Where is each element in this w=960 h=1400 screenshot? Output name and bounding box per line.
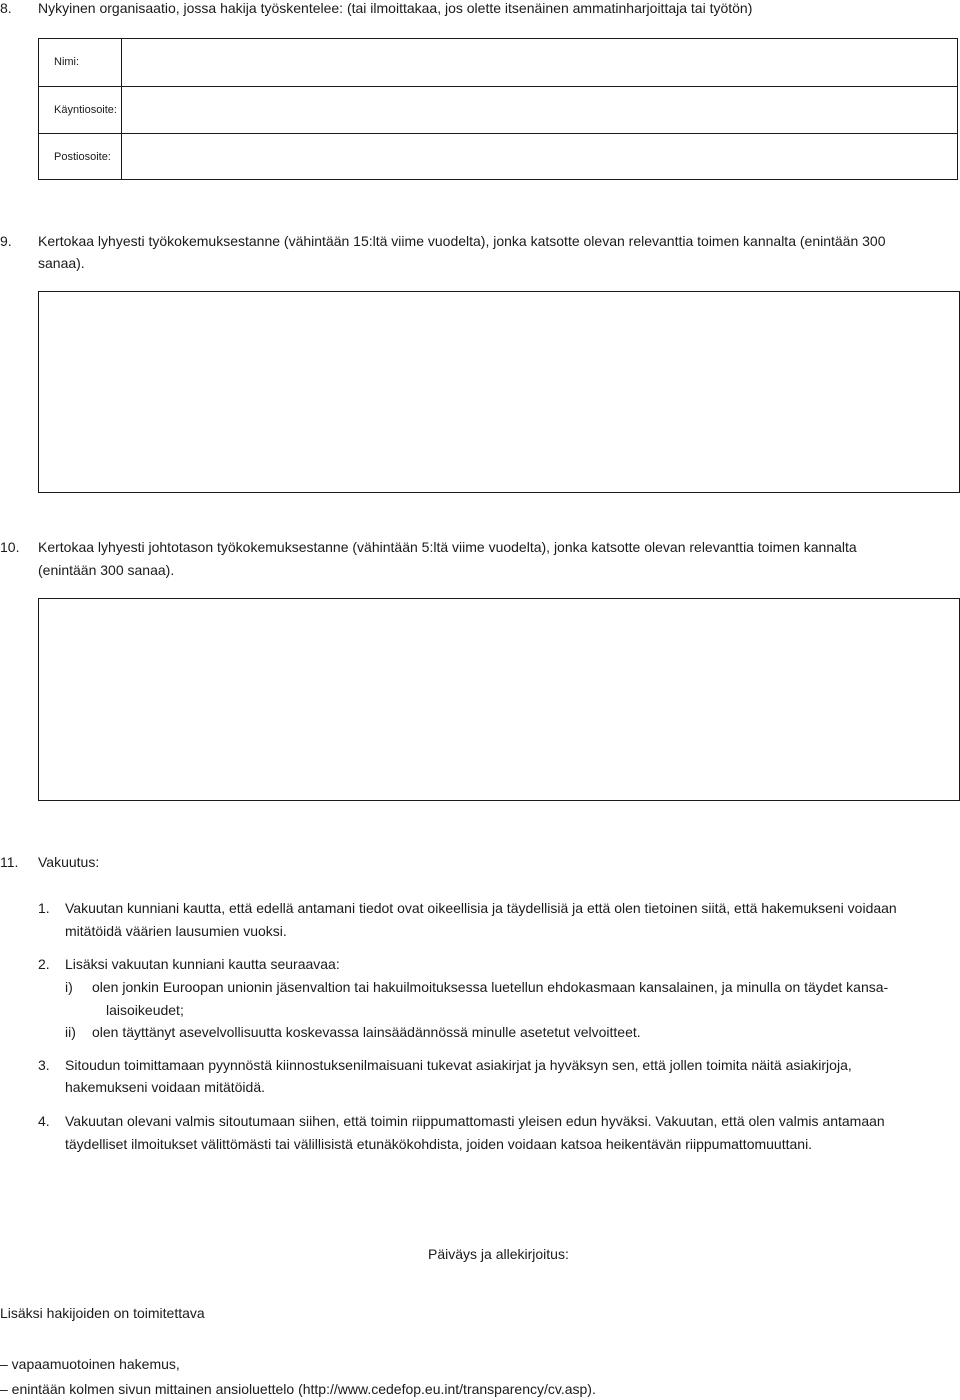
item-text-line2: täydelliset ilmoitukset välittömästi tai välillisistä etunäkökohdista, joiden voidaan katsoa heikentävän riippumattomuuttani. <box>65 1136 813 1152</box>
subitem-text-line1: olen täyttänyt asevelvollisuutta koskevassa lainsäädännössä minulle asetetut velvoitteet. <box>92 1024 641 1040</box>
subitem-text-line1: olen jonkin Euroopan unionin jäsenvaltion tai hakuilmoituksessa luetellun ehdokasmaan kansalainen, ja minulla on täydet kansa- <box>92 979 889 995</box>
visiting-address-field[interactable] <box>123 87 957 133</box>
item-number: 4. <box>38 1113 50 1129</box>
subitem-text-line2: laisoikeudet; <box>106 1002 184 1018</box>
item-text-line1: Lisäksi vakuutan kunniani kautta seuraavaa: <box>65 956 340 972</box>
item-text-line1: Vakuutan kunniani kautta, että edellä antamani tiedot ovat oikeellisia ja täydellisiä ja että olen tietoinen siitä, että hakemukseni voidaan <box>65 900 897 916</box>
postal-address-label: Postiosoite: <box>39 134 122 180</box>
attachment-item: – vapaamuotoinen hakemus, <box>0 1356 180 1372</box>
question-number: 10. <box>0 539 20 555</box>
management-experience-answer-box[interactable] <box>38 598 960 801</box>
signature-label: Päiväys ja allekirjoitus: <box>428 1246 569 1262</box>
organisation-postal-address-row <box>39 133 957 180</box>
item-text-line2: hakemukseni voidaan mitätöidä. <box>65 1079 266 1095</box>
subitem-number: ii) <box>65 1024 76 1040</box>
declaration-title: Vakuutus: <box>38 854 100 870</box>
organisation-visiting-address-row <box>39 86 957 133</box>
name-label: Nimi: <box>39 39 122 86</box>
organisation-name-row <box>39 39 957 86</box>
question-number: 8. <box>0 0 12 16</box>
postal-address-field[interactable] <box>123 134 957 180</box>
item-number: 3. <box>38 1057 50 1073</box>
name-field[interactable] <box>123 39 957 86</box>
question-text-line2: (enintään 300 sanaa). <box>38 562 175 578</box>
subitem-number: i) <box>65 979 73 995</box>
item-number: 2. <box>38 956 50 972</box>
question-text-line1: Kertokaa lyhyesti johtotason työkokemuksestanne (vähintään 5:ltä viime vuodelta), jonka katsotte olevan relevanttia toimen kannalta <box>38 539 857 555</box>
visiting-address-label: Käyntiosoite: <box>39 87 122 133</box>
item-text-line2: mitätöidä väärien lausumien vuoksi. <box>65 923 287 939</box>
item-text-line1: Vakuutan olevani valmis sitoutumaan siihen, että toimin riippumattomasti yleisen edun hyväksi. Vakuutan, että olen valmis antamaan <box>65 1113 885 1129</box>
attachment-item: – enintään kolmen sivun mittainen ansioluettelo (http://www.cedefop.eu.int/transparency/cv.asp). <box>0 1381 596 1397</box>
item-number: 1. <box>38 900 50 916</box>
organisation-table <box>38 38 958 180</box>
attachments-heading: Lisäksi hakijoiden on toimitettava <box>0 1305 205 1321</box>
question-text-line1: Kertokaa lyhyesti työkokemuksestanne (vähintään 15:ltä viime vuodelta), jonka katsotte olevan relevanttia toimen kannalta (enintään 300 <box>38 233 886 249</box>
question-number: 9. <box>0 233 12 249</box>
item-text-line1: Sitoudun toimittamaan pyynnöstä kiinnostuksenilmaisuani tukevat asiakirjat ja hyväksyn sen, että jollen toimita näitä asiakirjoja, <box>65 1057 852 1073</box>
question-text-line2: sanaa). <box>38 255 85 271</box>
question-text: Nykyinen organisaatio, jossa hakija työskentelee: (tai ilmoittakaa, jos olette itsenäinen ammatinharjoittaja tai työtön) <box>38 0 753 16</box>
question-number: 11. <box>0 854 19 870</box>
work-experience-answer-box[interactable] <box>38 291 960 493</box>
